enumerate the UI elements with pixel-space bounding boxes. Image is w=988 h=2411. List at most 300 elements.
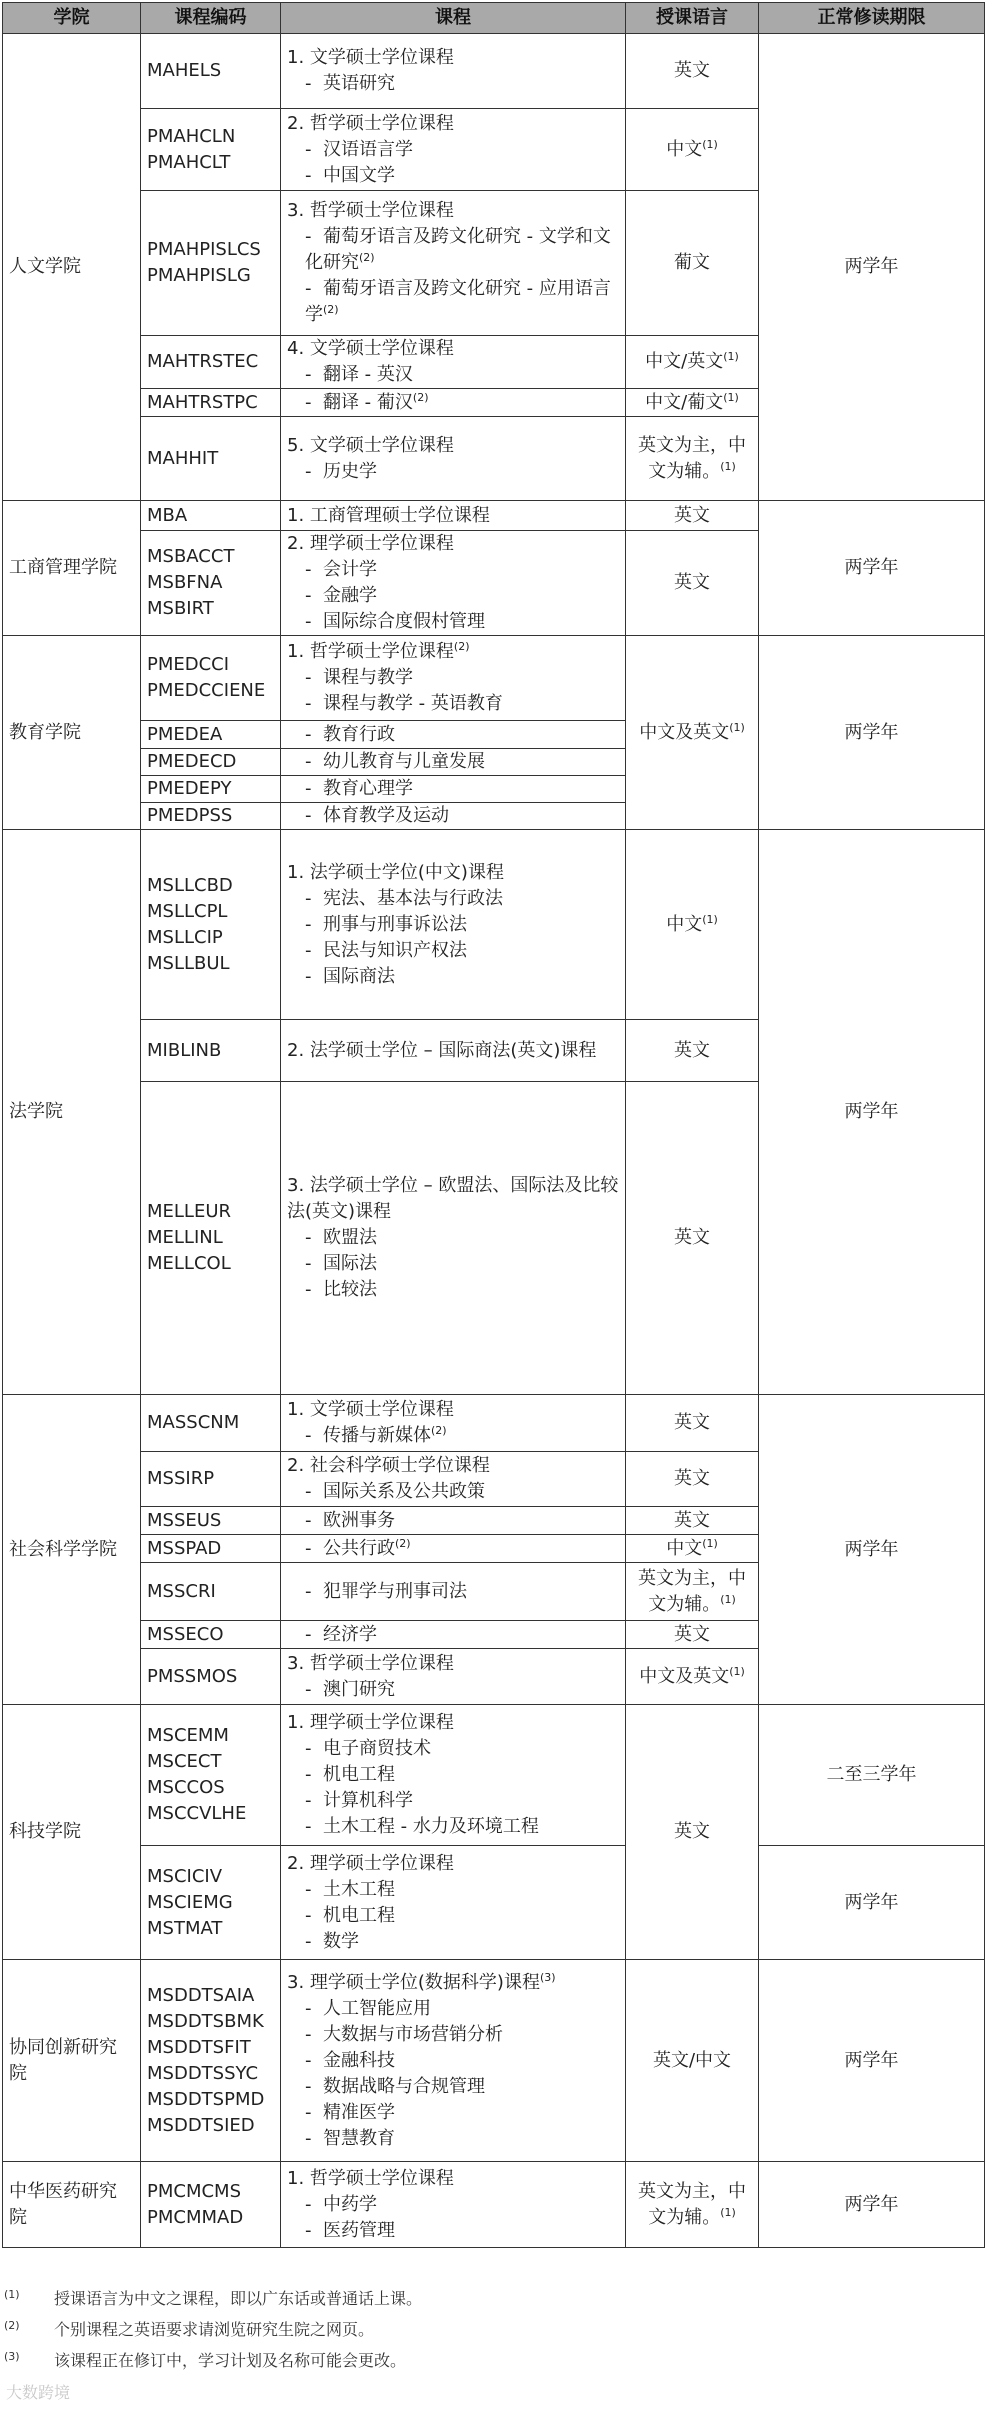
programme-item-text: 精准医学: [322, 2101, 395, 2123]
programme-code: MSBIRT: [147, 598, 214, 619]
programme-item: - 汉语语言学: [305, 138, 413, 160]
language-text: 英文/中文: [652, 2049, 732, 2071]
programme-code: PMEDCCIENE: [147, 680, 266, 701]
footnote-ref: (1): [720, 1592, 736, 1606]
programme-item-text: 英语研究: [322, 73, 395, 94]
programme-code: MELLINL: [147, 1227, 223, 1248]
programme-item: - 欧洲事务: [305, 1509, 395, 1531]
programme-cell: [281, 1846, 626, 1960]
footnote-ref: (1): [729, 720, 745, 734]
programme-item-text: 公共行政: [322, 1537, 395, 1559]
language-cell: [626, 1621, 759, 1649]
programme-table: [2, 2, 985, 2248]
programme-item-text: 中国文学: [322, 164, 395, 186]
code-cell: [141, 336, 281, 389]
programme-cell: [281, 1020, 626, 1082]
programme-code: MSCCVLHE: [147, 1803, 247, 1824]
programme-code: MSDDTSSYC: [147, 2062, 259, 2084]
footnote-ref: (1): [723, 390, 739, 404]
programme-item: - 犯罪学与刑事司法: [305, 1580, 467, 1602]
programme-item: - 人工智能应用: [305, 1997, 431, 2019]
programme-title: [287, 1710, 619, 1736]
language-cell: [626, 1960, 759, 2162]
programme-title: [287, 2166, 619, 2192]
programme-item-text: 葡萄牙语言及跨文化研究 - 文学和文化研究: [305, 226, 611, 273]
footnote: (2) 个别课程之英语要求请浏览研究生院之网页。: [4, 2318, 375, 2339]
programme-code: MAHELS: [147, 60, 222, 81]
programme-cell: [281, 830, 626, 1020]
programme-cell: [281, 1960, 626, 2162]
language-text: 英文: [674, 60, 710, 81]
language-cell: [626, 2162, 759, 2248]
table-row: [3, 1395, 985, 1452]
programme-item-text: 国际综合度假村管理: [322, 611, 485, 632]
code-cell: [141, 1395, 281, 1452]
programme-code: MSCEMM: [147, 1725, 229, 1746]
code-cell: [141, 1507, 281, 1535]
programme-title: [287, 1038, 619, 1064]
duration-cell: 两学年: [759, 1846, 985, 1960]
programme-item: - 机电工程: [305, 1904, 395, 1926]
footnote-ref: (1): [702, 137, 718, 151]
programme-item-text: 国际关系及公共政策: [322, 1481, 485, 1502]
language-cell: [626, 1395, 759, 1452]
language-text: 英文: [674, 572, 710, 593]
programme-cell: [281, 1082, 626, 1395]
faculty-cell: 工商管理学院: [3, 501, 141, 636]
language-cell: [626, 1705, 759, 1960]
programme-item-text: 计算机科学: [322, 1790, 413, 1811]
programme-item-text: 国际商法: [322, 965, 395, 987]
programme-item-text: 课程与教学 - 英语教育: [322, 693, 503, 714]
language-cell: [626, 830, 759, 1020]
programme-code: MBA: [147, 504, 188, 526]
programme-item: - 土木工程 - 水力及环境工程: [305, 1816, 539, 1837]
programme-item: - 课程与教学: [305, 667, 413, 688]
code-cell: [141, 1535, 281, 1563]
code-cell: [141, 636, 281, 721]
footnote-ref: (2): [394, 1536, 411, 1550]
code-cell: [141, 1649, 281, 1705]
programme-code: PMEDEA: [147, 723, 223, 745]
code-cell: [141, 191, 281, 336]
language-cell: [626, 1082, 759, 1395]
faculty-cell: 社会科学学院: [3, 1395, 141, 1705]
language-text: 英文为主，中文为辅。: [638, 1567, 746, 1615]
programme-item-text: 会计学: [322, 559, 377, 580]
programme-item-text: 金融学: [322, 585, 377, 606]
programme-cell: [281, 636, 626, 721]
programme-item: - 传播与新媒体$^{(2)}$: [305, 1424, 447, 1446]
footnote-ref: (1): [723, 350, 739, 363]
programme-item: - 经济学: [305, 1623, 377, 1645]
programme-cell: [281, 803, 626, 830]
duration-cell: 两学年: [759, 1395, 985, 1705]
programme-item-text: 数学: [322, 1930, 359, 1952]
code-cell: [141, 1020, 281, 1082]
programme-item-text: 澳门研究: [322, 1678, 395, 1700]
programme-item: - 土木工程: [305, 1878, 395, 1900]
code-cell: [141, 389, 281, 417]
programme-title: [287, 503, 619, 529]
programme-title: [287, 1453, 619, 1479]
programme-cell: [281, 776, 626, 803]
language-cell: [626, 109, 759, 191]
header-duration: 正常修读期限: [759, 3, 985, 34]
language-text: 英文: [674, 1412, 710, 1433]
table-row: [3, 1705, 985, 1846]
programme-item-text: 葡萄牙语言及跨文化研究 - 应用语言学: [305, 278, 611, 325]
language-cell: [626, 1649, 759, 1705]
programme-cell: [281, 1705, 626, 1846]
programme-title: [287, 1851, 619, 1877]
table-row: [3, 636, 985, 721]
programme-title: [287, 1651, 619, 1677]
programme-code: MSCECT: [147, 1751, 222, 1772]
programme-item-text: 土木工程: [322, 1878, 395, 1900]
programme-cell: [281, 2162, 626, 2248]
programme-code: PMEDPSS: [147, 805, 233, 826]
language-text: 中文: [666, 138, 703, 160]
programme-code: MSSEUS: [147, 1509, 222, 1531]
programme-item-text: 幼儿教育与儿童发展: [322, 751, 485, 772]
programme-item-text: 医药管理: [322, 2219, 395, 2241]
faculty-cell: 教育学院: [3, 636, 141, 830]
programme-code: MASSCNM: [147, 1412, 240, 1433]
programme-code: MSDDTSIED: [147, 2114, 255, 2136]
header-programme: 课程: [281, 3, 626, 34]
footnote-text: 该课程正在修订中，学习计划及名称可能会更改。: [54, 2351, 407, 2370]
language-text: 中文及英文: [639, 721, 730, 743]
language-cell: [626, 636, 759, 830]
programme-item: - 刑事与刑事诉讼法: [305, 913, 467, 935]
header-language: 授课语言: [626, 3, 759, 34]
footnote-ref: (2): [359, 251, 375, 264]
programme-cell: [281, 1649, 626, 1705]
programme-item: - 葡萄牙语言及跨文化研究 - 文学和文化研究$^{(2)}$: [305, 226, 611, 273]
programme-item: - 金融学: [305, 585, 377, 606]
code-cell: [141, 1621, 281, 1649]
header-code: 课程编码: [141, 3, 281, 34]
programme-code: PMAHCLN: [147, 125, 236, 147]
faculty-cell: 中华医药研究院: [3, 2162, 141, 2248]
language-cell: [626, 34, 759, 109]
footnote: (1) 授课语言为中文之课程，即以广东话或普通话上课。: [4, 2287, 423, 2308]
programme-code: MSCCOS: [147, 1777, 225, 1798]
programme-item: - 英语研究: [305, 73, 395, 94]
programme-title-text: 1. 理学硕士学位课程: [287, 1712, 454, 1733]
programme-item: - 体育教学及运动: [305, 805, 449, 826]
programme-item-text: 机电工程: [322, 1904, 395, 1926]
programme-title-text: 2. 社会科学硕士学位课程: [287, 1455, 490, 1476]
table-header-row: [3, 3, 985, 34]
language-text: 英文: [674, 1821, 710, 1842]
language-cell: [626, 191, 759, 336]
programme-code: MSBFNA: [147, 572, 223, 593]
language-cell: [626, 336, 759, 389]
programme-item-text: 经济学: [322, 1623, 377, 1645]
programme-item: - 医药管理: [305, 2219, 395, 2241]
programme-title-text: 3. 法学硕士学位 – 欧盟法、国际法及比较法(英文)课程: [287, 1175, 619, 1222]
programme-item: - 数据战略与合规管理: [305, 2075, 485, 2097]
table-row: [3, 2162, 985, 2248]
language-text: 中文/英文: [645, 351, 724, 372]
programme-item: - 中药学: [305, 2193, 377, 2215]
programme-code: PMCMCMS: [147, 2180, 242, 2202]
programme-item: - 澳门研究: [305, 1678, 395, 1700]
programme-item: - 数学: [305, 1930, 359, 1952]
language-text: 中文: [666, 913, 703, 935]
duration-cell: 二至三学年: [759, 1705, 985, 1846]
footnote-ref: (2): [323, 303, 339, 316]
programme-item-text: 电子商贸技术: [322, 1738, 431, 1759]
duration-cell: 两学年: [759, 830, 985, 1395]
programme-item: - 公共行政$^{(2)}$: [305, 1536, 411, 1559]
language-text: 英文: [674, 504, 710, 526]
programme-cell: [281, 1395, 626, 1452]
programme-code: PMAHCLT: [147, 151, 231, 173]
programme-title: [287, 1173, 619, 1225]
programme-item: - 教育行政: [305, 723, 395, 745]
programme-cell: [281, 749, 626, 776]
programme-cell: [281, 417, 626, 501]
language-text: 英文: [674, 1468, 710, 1489]
code-cell: [141, 1082, 281, 1395]
programme-title: [287, 336, 619, 362]
programme-code: PMCMMAD: [147, 2206, 244, 2228]
programme-item-text: 教育心理学: [322, 778, 413, 799]
programme-code: MELLEUR: [147, 1201, 232, 1222]
programme-title: [287, 433, 619, 459]
programme-item: - 电子商贸技术: [305, 1738, 431, 1759]
language-text: 中文及英文: [639, 1665, 730, 1687]
watermark: 大数跨境: [6, 2383, 71, 2402]
programme-code: MSSPAD: [147, 1537, 222, 1559]
programme-item-text: 汉语语言学: [322, 138, 413, 160]
footnote-ref: (1): [702, 1536, 718, 1550]
programme-item-text: 传播与新媒体: [322, 1425, 431, 1446]
code-cell: [141, 1960, 281, 2162]
faculty-cell: 人文学院: [3, 34, 141, 501]
code-cell: [141, 830, 281, 1020]
programme-code: MSSECO: [147, 1623, 224, 1645]
programme-cell: [281, 336, 626, 389]
footnote-ref: (1): [720, 459, 736, 473]
language-cell: [626, 1535, 759, 1563]
programme-item: - 精准医学: [305, 2101, 395, 2123]
programme-item-text: 体育教学及运动: [322, 805, 449, 826]
programme-item-text: 犯罪学与刑事司法: [322, 1580, 467, 1602]
programme-item: - 机电工程: [305, 1764, 395, 1785]
duration-cell: 两学年: [759, 636, 985, 830]
programme-item: - 国际关系及公共政策: [305, 1481, 485, 1502]
programme-title-text: 2. 理学硕士学位课程: [287, 1852, 454, 1874]
programme-item-text: 大数据与市场营销分析: [322, 2023, 503, 2045]
programme-title-text: 2. 法学硕士学位 – 国际商法(英文)课程: [287, 1039, 597, 1061]
programme-title: [287, 1970, 619, 1996]
programme-title-text: 3. 理学硕士学位(数据科学)课程: [287, 1971, 540, 1993]
programme-title: [287, 860, 619, 886]
programme-title-text: 1. 法学硕士学位(中文)课程: [287, 861, 504, 883]
programme-item-text: 机电工程: [322, 1764, 395, 1785]
code-cell: [141, 531, 281, 636]
code-cell: [141, 803, 281, 830]
programme-item: - 历史学: [305, 460, 377, 482]
code-cell: [141, 749, 281, 776]
programme-item: - 中国文学: [305, 164, 395, 186]
table-row: [3, 1960, 985, 2162]
language-cell: [626, 389, 759, 417]
footnote-ref: (2): [453, 640, 470, 653]
programme-title: [287, 45, 619, 71]
programme-code: MSCICIV: [147, 1865, 223, 1887]
programme-code: MSDDTSPMD: [147, 2088, 265, 2110]
programme-item-text: 宪法、基本法与行政法: [322, 887, 503, 909]
programme-title: [287, 198, 619, 224]
language-cell: [626, 1452, 759, 1507]
programme-title-text: 2. 理学硕士学位课程: [287, 533, 454, 554]
programme-item-text: 历史学: [322, 460, 377, 482]
programme-item: - 金融科技: [305, 2049, 395, 2071]
language-text: 英文: [674, 1509, 710, 1531]
language-text: 英文为主，中文为辅。: [638, 434, 746, 482]
programme-cell: [281, 1621, 626, 1649]
programme-item-text: 翻译 - 英汉: [322, 364, 413, 385]
code-cell: [141, 1452, 281, 1507]
programme-title: [287, 1397, 619, 1423]
duration-cell: 两学年: [759, 501, 985, 636]
footnotes: [4, 2283, 984, 2376]
programme-item: - 大数据与市场营销分析: [305, 2023, 503, 2045]
language-cell: [626, 417, 759, 501]
programme-item: - 翻译 - 英汉: [305, 364, 413, 385]
table-row: [3, 501, 985, 531]
programme-item-text: 民法与知识产权法: [322, 939, 467, 961]
programme-item: - 国际法: [305, 1253, 377, 1274]
programme-item-text: 比较法: [322, 1279, 377, 1300]
code-cell: [141, 34, 281, 109]
programme-item-text: 课程与教学: [322, 667, 413, 688]
duration-cell: 两学年: [759, 2162, 985, 2248]
language-cell: [626, 1020, 759, 1082]
programme-item: - 欧盟法: [305, 1227, 377, 1248]
faculty-cell: 科技学院: [3, 1705, 141, 1960]
code-cell: [141, 1846, 281, 1960]
programme-code: MSDDTSAIA: [147, 1984, 255, 2006]
code-cell: [141, 1705, 281, 1846]
programme-item-text: 人工智能应用: [322, 1997, 431, 2019]
language-text: 英文: [674, 1623, 710, 1645]
language-text: 葡文: [674, 252, 710, 273]
code-cell: [141, 109, 281, 191]
footnote-ref: (1): [729, 1664, 745, 1678]
programme-item: - 计算机科学: [305, 1790, 413, 1811]
language-text: 英文: [674, 1227, 710, 1248]
duration-cell: 两学年: [759, 34, 985, 501]
programme-item: - 会计学: [305, 559, 377, 580]
programme-item: - 国际综合度假村管理: [305, 611, 485, 632]
programme-cell: [281, 389, 626, 417]
programme-title-text: 1. 哲学硕士学位课程: [287, 2167, 454, 2189]
programme-code: MSSIRP: [147, 1468, 215, 1489]
programme-cell: [281, 34, 626, 109]
programme-title-text: 2. 哲学硕士学位课程: [287, 112, 454, 134]
programme-title: [287, 639, 619, 665]
programme-code: PMEDECD: [147, 751, 237, 772]
programme-item: - 翻译 - 葡汉$^{(2)}$: [305, 390, 429, 413]
programme-code: MSBACCT: [147, 546, 235, 567]
programme-title-text: 5. 文学硕士学位课程: [287, 434, 454, 456]
programme-cell: [281, 109, 626, 191]
language-cell: [626, 1563, 759, 1621]
language-cell: [626, 531, 759, 636]
table-row: [3, 34, 985, 109]
programme-code: PMAHPISLCS: [147, 239, 261, 260]
programme-title-text: 1. 哲学硕士学位课程: [287, 641, 454, 662]
code-cell: [141, 1563, 281, 1621]
programme-code: MAHHIT: [147, 447, 219, 469]
programme-code: MELLCOL: [147, 1253, 231, 1274]
programme-code: MSLLCBD: [147, 874, 233, 896]
programme-code: MSDDTSFIT: [147, 2036, 251, 2058]
programme-title-text: 4. 文学硕士学位课程: [287, 338, 454, 359]
footnote: (3) 该课程正在修订中，学习计划及名称可能会更改。: [4, 2349, 407, 2370]
programme-code: MSCIEMG: [147, 1891, 233, 1913]
programme-code: PMSSMOS: [147, 1665, 238, 1687]
header-faculty: 学院: [3, 3, 141, 34]
programme-title: [287, 111, 619, 137]
programme-item-text: 中药学: [322, 2193, 377, 2215]
programme-code: MAHTRSTEC: [147, 351, 259, 372]
programme-code: MSTMAT: [147, 1917, 223, 1939]
language-cell: [626, 501, 759, 531]
language-text: 中文/葡文: [645, 391, 724, 413]
code-cell: [141, 2162, 281, 2248]
faculty-cell: 协同创新研究院: [3, 1960, 141, 2162]
programme-item: - 葡萄牙语言及跨文化研究 - 应用语言学$^{(2)}$: [305, 278, 611, 325]
footnote-ref: (1): [702, 912, 718, 926]
code-cell: [141, 501, 281, 531]
programme-cell: [281, 1535, 626, 1563]
programme-cell: [281, 531, 626, 636]
programme-item-text: 欧盟法: [322, 1227, 377, 1248]
programme-code: MSLLCPL: [147, 900, 228, 922]
footnote-text: 个别课程之英语要求请浏览研究生院之网页。: [54, 2320, 375, 2339]
programme-title-text: 3. 哲学硕士学位课程: [287, 200, 454, 221]
programme-item: - 比较法: [305, 1279, 377, 1300]
footnote-ref: (2): [430, 1424, 447, 1437]
duration-cell: 两学年: [759, 1960, 985, 2162]
language-text: 英文: [674, 1039, 710, 1061]
programme-item-text: 刑事与刑事诉讼法: [322, 913, 467, 935]
programme-item: - 智慧教育: [305, 2127, 395, 2149]
programme-code: MIBLINB: [147, 1039, 222, 1061]
programme-cell: [281, 1563, 626, 1621]
programme-item-text: 国际法: [322, 1253, 377, 1274]
programme-code: MSSCRI: [147, 1580, 216, 1602]
programme-cell: [281, 191, 626, 336]
footnote-ref: (1): [720, 2205, 736, 2219]
programme-code: MSDDTSBMK: [147, 2010, 264, 2032]
programme-code: MAHTRSTPC: [147, 391, 258, 413]
programme-code: PMAHPISLG: [147, 265, 251, 286]
programme-item-text: 数据战略与合规管理: [322, 2075, 485, 2097]
programme-item: - 课程与教学 - 英语教育: [305, 693, 503, 714]
programme-item: - 教育心理学: [305, 778, 413, 799]
footnote-ref: (2): [412, 390, 429, 404]
programme-item-text: 欧洲事务: [322, 1509, 395, 1531]
programme-title-text: 1. 文学硕士学位课程: [287, 47, 454, 68]
